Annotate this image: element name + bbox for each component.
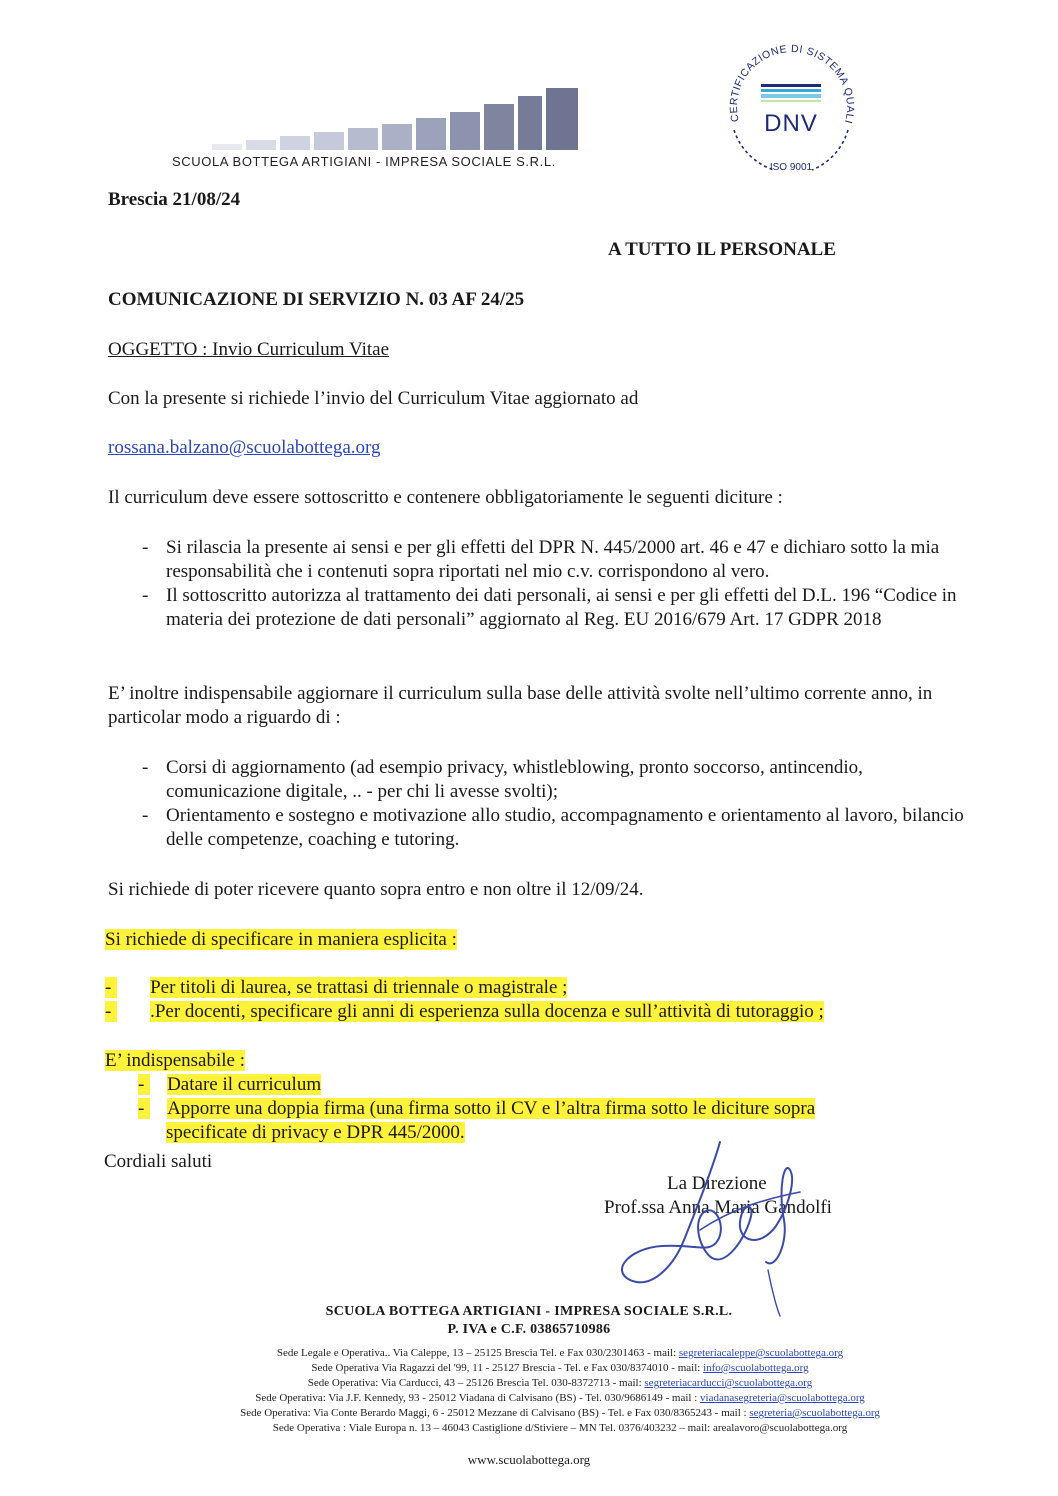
footer-site-line: Sede Operativa: Via Carducci, 43 – 25126 Brescia Tel. 030-8372713 - mail: segreteriacarducci@scuolabottega.org	[307, 1377, 813, 1389]
deadline-text: Si richiede di poter ricevere quanto sopra entro e non oltre il 12/09/24.	[108, 879, 644, 900]
footer-email-link[interactable]: segreteriacaleppe@scuolabottega.org	[678, 1347, 844, 1359]
update-intro: E’ inoltre indispensabile aggiornare il curriculum sulla base delle attività svolte nell’ultimo corrente anno, in particolar modo a riguardo di :	[108, 683, 933, 728]
logo-bar	[546, 88, 578, 150]
signature-role: La Direzione	[667, 1173, 767, 1194]
place-date: Brescia 21/08/24	[108, 189, 241, 210]
footer-sites	[120, 1346, 1000, 1436]
footer	[0, 1304, 1058, 1338]
list-item: - Orientamento e sostegno e motivazione allo studio, accompagnamento e orientamento al lavoro, bilancio delle competenze, coaching e tutoring.	[142, 805, 964, 850]
footer-email-link[interactable]: viadanasegreteria@scuolabottega.org	[700, 1392, 865, 1404]
footer-site-line: Sede Legale e Operativa.. Via Caleppe, 13 – 25125 Brescia Tel. e Fax 030/2301463 - mail: segreteriacaleppe@scuolabottega.org	[276, 1347, 844, 1359]
subject-line: OGGETTO : Invio Curriculum Vitae	[108, 339, 390, 360]
dnv-seal-icon	[716, 30, 866, 180]
requirements-list	[108, 536, 988, 632]
footer-email-link[interactable]: segreteriacarducci@scuolabottega.org	[644, 1377, 813, 1389]
handwritten-signature	[600, 1130, 840, 1320]
mandatory-item: - Apporre una doppia firma (una firma sotto il CV e l’altra firma sotto le diciture sopra	[138, 1098, 816, 1119]
closing: Cordiali saluti	[104, 1151, 213, 1172]
requirements-intro: Il curriculum deve essere sottoscritto e contenere obbligatoriamente le seguenti diciture :	[108, 487, 783, 508]
email-link[interactable]: rossana.balzano@scuolabottega.org	[108, 437, 381, 458]
mandatory-item: - Datare il curriculum	[138, 1074, 322, 1095]
footer-site-line: Sede Operativa: Via Conte Berardo Maggi, 6 - 25012 Mezzane di Calvisano (BS) - Tel. e Fax 030/8365243 - mail : segreteria@scuolabottega.org	[240, 1407, 880, 1419]
intro-paragraph: Con la presente si richiede l’invio del Curriculum Vitae aggiornato ad	[108, 388, 639, 409]
mandatory-item-continued: specificate di privacy e DPR 445/2000.	[166, 1122, 465, 1143]
signature-name: Prof.ssa Anna Maria Gandolfi	[604, 1197, 832, 1218]
addressee: A TUTTO IL PERSONALE	[608, 239, 836, 260]
cert-brand: DNV	[764, 110, 818, 137]
list-item: - Si rilascia la presente ai sensi e per gli effetti del DPR N. 445/2000 art. 46 e 47 e dichiaro sotto la mia responsabilità che i contenuti sopra riportati nel mio c.v. corrispondono al vero.	[142, 537, 940, 582]
logo-bar	[280, 136, 310, 150]
update-list	[108, 756, 968, 852]
logo-bar	[314, 132, 344, 150]
certification-badge	[716, 30, 866, 180]
footer-company: SCUOLA BOTTEGA ARTIGIANI - IMPRESA SOCIALE S.R.L.	[325, 1304, 733, 1319]
list-item: - Corsi di aggiornamento (ad esempio privacy, whistleblowing, pronto soccorso, antincendio, comunicazione digitale, .. - per chi li avesse svolti);	[142, 757, 863, 802]
list-item: - Il sottoscritto autorizza al trattamento dei dati personali, ai sensi e per gli effetti del D.L. 196 “Codice in materia dei protezione de dati personali” aggiornato al Reg. EU 2016/679 Art. 17 GDPR 2018	[142, 585, 957, 630]
logo-company-name: SCUOLA BOTTEGA ARTIGIANI - IMPRESA SOCIALE S.R.L.	[172, 154, 556, 169]
logo-bar	[484, 104, 514, 150]
cert-standard: ISO 9001	[769, 162, 813, 173]
footer-site-line: Sede Operativa: Via J.F. Kennedy, 93 - 25012 Viadana di Calvisano (BS) - Tel. 030/9686149 - mail : viadanasegreteria@scuolabottega.org	[255, 1392, 865, 1404]
communication-title: COMUNICAZIONE DI SERVIZIO N. 03 AF 24/25	[108, 289, 525, 310]
company-logo	[212, 86, 578, 150]
specify-item: - Per titoli di laurea, se trattasi di triennale o magistrale ;	[105, 977, 568, 998]
logo-bar	[518, 96, 542, 150]
footer-vat: P. IVA e C.F. 03865710986	[447, 1322, 611, 1337]
cert-ring-text: CERTIFICAZIONE DI SISTEMA QUALI	[727, 42, 857, 126]
footer-site-line: Sede Operativa : Viale Europa n. 13 – 46043 Castiglione d/Stiviere – MN Tel. 0376/403232 – mail: arealavoro@scuolabottega.org	[272, 1422, 848, 1434]
logo-bar	[450, 112, 480, 150]
logo-bar	[382, 124, 412, 150]
footer-email-link[interactable]: info@scuolabottega.org	[703, 1362, 809, 1374]
footer-website[interactable]: www.scuolabottega.org	[467, 1452, 591, 1467]
logo-bar	[416, 118, 446, 150]
footer-site-line: Sede Operativa Via Ragazzi del '99, 11 - 25127 Brescia - Tel. e Fax 030/8374010 - mail: info@scuolabottega.org	[311, 1362, 809, 1374]
footer-email-link[interactable]: segreteria@scuolabottega.org	[749, 1407, 880, 1419]
specify-item: - .Per docenti, specificare gli anni di esperienza sulla docenza e sull’attività di tutoraggio ;	[105, 1001, 824, 1022]
logo-bar	[246, 140, 276, 150]
logo-bar	[348, 128, 378, 150]
logo-bar	[212, 144, 242, 150]
specify-heading: Si richiede di specificare in maniera esplicita :	[105, 929, 457, 950]
mandatory-heading: E’ indispensabile :	[105, 1050, 246, 1071]
